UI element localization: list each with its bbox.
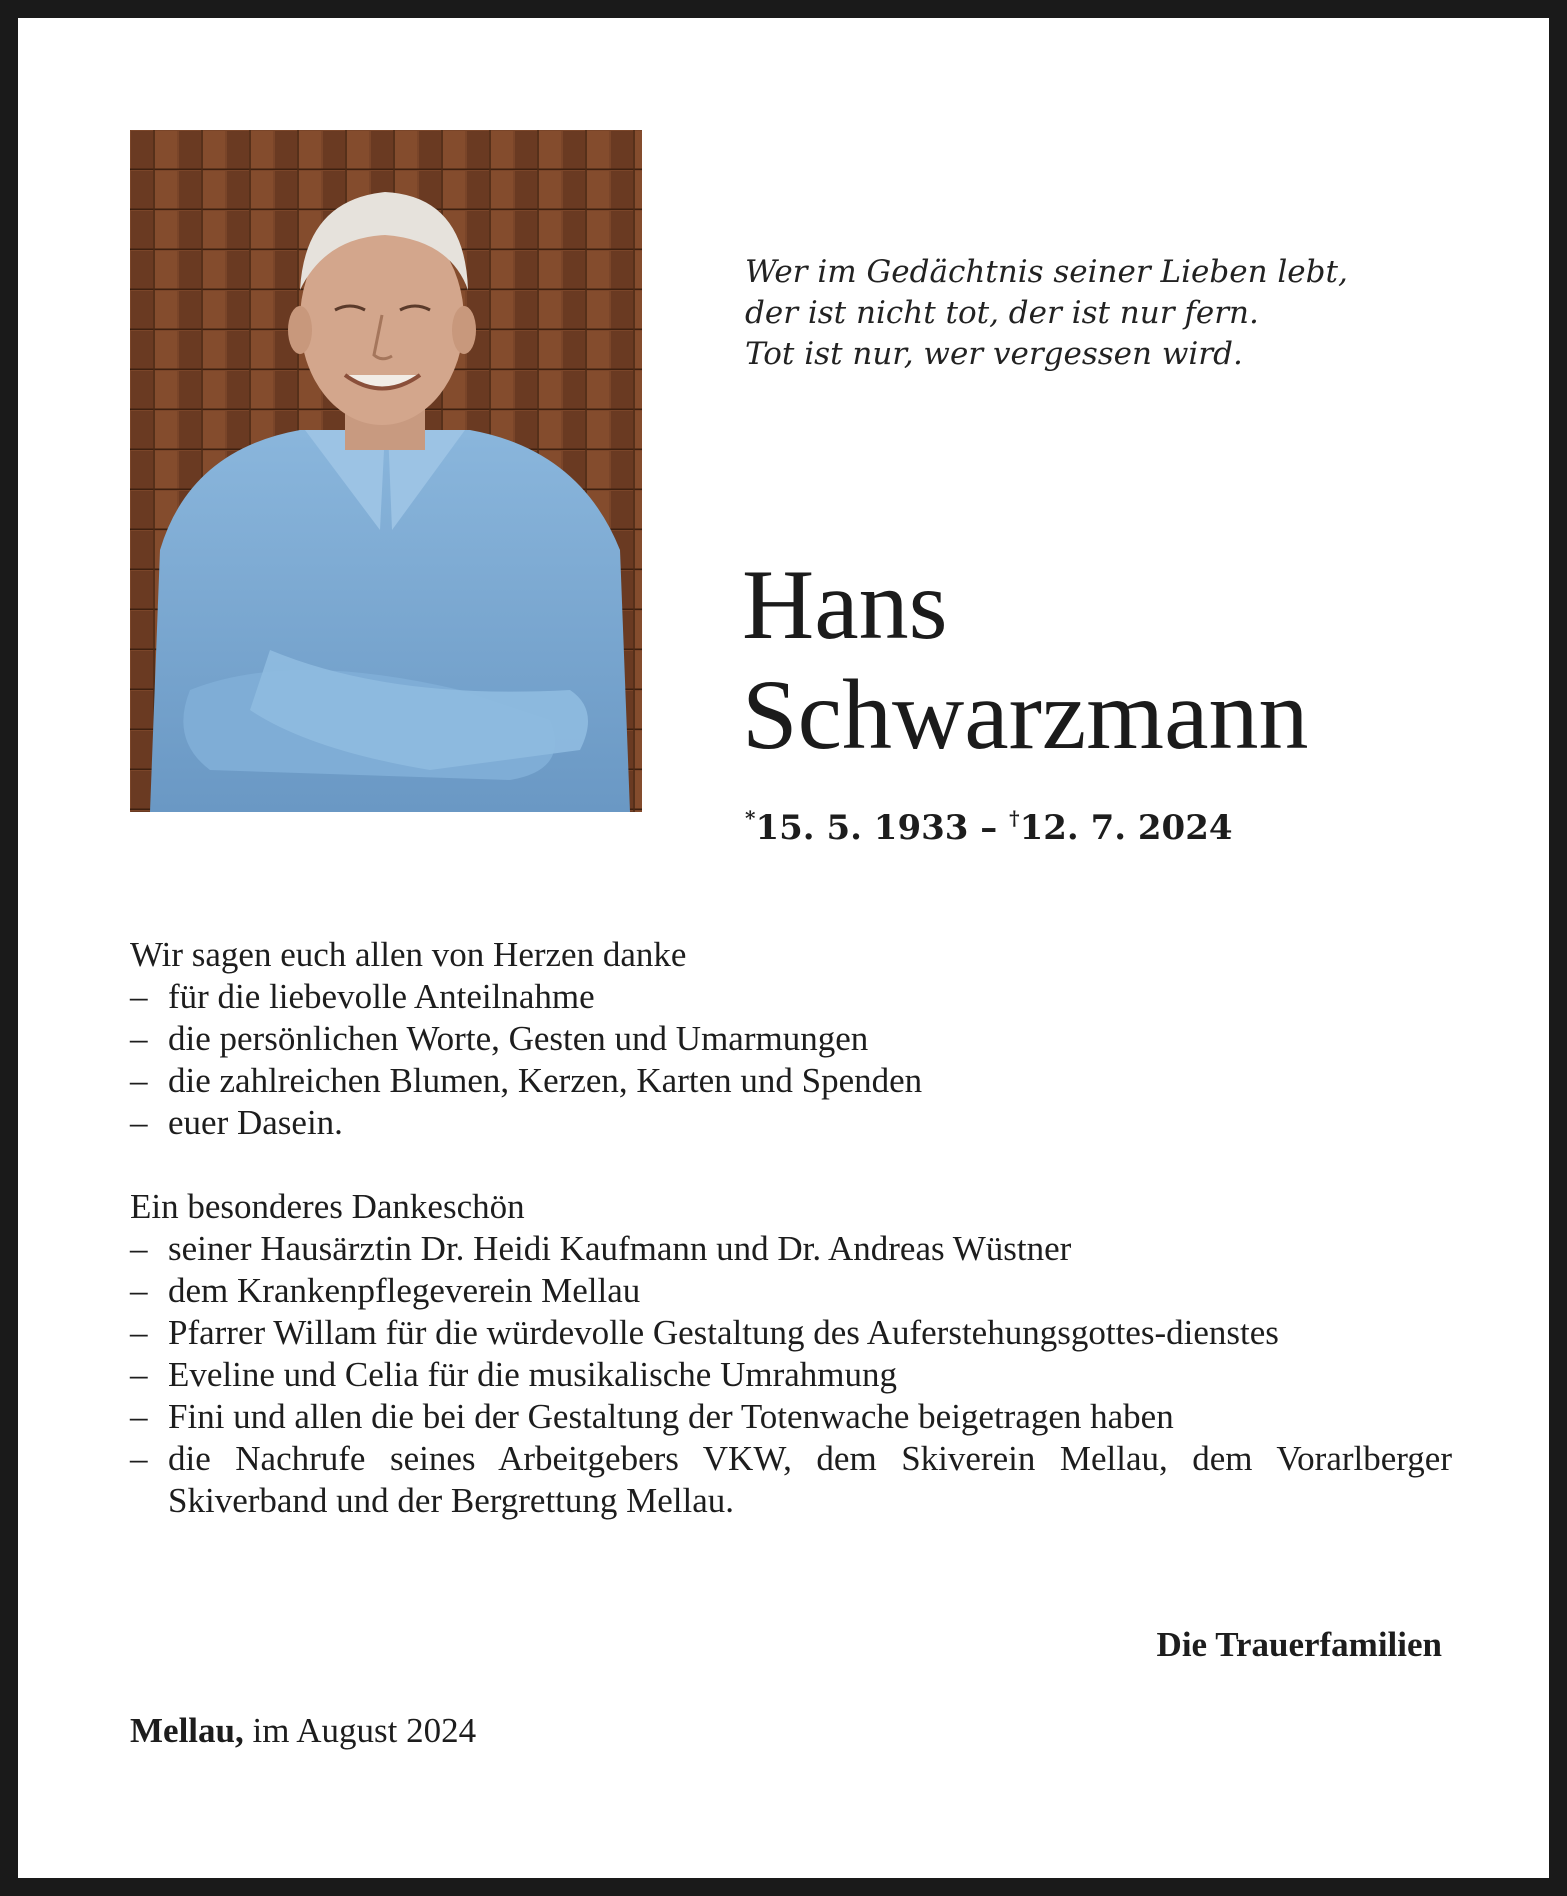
quote-line: der ist nicht tot, der ist nur fern. xyxy=(745,295,1259,331)
thanks-section xyxy=(130,934,1452,1564)
first-name: Hans xyxy=(742,549,948,660)
place-name: Mellau, xyxy=(130,1711,244,1750)
list-item: – Eveline und Celia für die musikalische Umrahmung xyxy=(130,1354,1452,1396)
thanks-list xyxy=(130,976,1452,1144)
quote-line: Tot ist nur, wer vergessen wird. xyxy=(745,336,1243,372)
list-item: – seiner Hausärztin Dr. Heidi Kaufmann und Dr. Andreas Wüstner xyxy=(130,1228,1452,1270)
birth-symbol: * xyxy=(745,806,756,830)
list-item: – die Nachrufe seines Arbeitgebers VKW, dem Skiverein Mellau, dem Vorarlberger Skiverband und der Bergrettung Mellau. xyxy=(130,1438,1452,1522)
death-date: 12. 7. 2024 xyxy=(1019,808,1233,848)
portrait-photo xyxy=(130,130,642,812)
death-symbol: † xyxy=(1009,806,1020,830)
quote-line: Wer im Gedächtnis seiner Lieben lebt, xyxy=(745,254,1348,290)
last-name: Schwarzmann xyxy=(742,659,1309,770)
list-item: – für die liebevolle Anteilnahme xyxy=(130,976,1452,1018)
list-item: – Fini und allen die bei der Gestaltung der Totenwache beigetragen haben xyxy=(130,1396,1452,1438)
date-text: im August 2024 xyxy=(243,1711,477,1750)
life-dates xyxy=(745,798,1233,848)
list-item: – dem Krankenpflegeverein Mellau xyxy=(130,1270,1452,1312)
list-item: – euer Dasein. xyxy=(130,1102,1452,1144)
thanks-intro: Wir sagen euch allen von Herzen danke xyxy=(130,935,687,974)
signature: Die Trauerfamilien xyxy=(1156,1625,1442,1664)
date-separator: – xyxy=(968,808,1010,848)
special-thanks-list xyxy=(130,1228,1452,1522)
memorial-quote xyxy=(745,252,1445,375)
list-item: – die zahlreichen Blumen, Kerzen, Karten und Spenden xyxy=(130,1060,1452,1102)
birth-date: 15. 5. 1933 xyxy=(755,808,969,848)
obituary-page xyxy=(18,18,1549,1878)
list-item: – Pfarrer Willam für die würdevolle Gestaltung des Auferstehungsgottes-dienstes xyxy=(130,1312,1452,1354)
list-item: – die persönlichen Worte, Gesten und Umarmungen xyxy=(130,1018,1452,1060)
place-date xyxy=(130,1710,476,1752)
deceased-name xyxy=(742,550,1542,770)
special-thanks-intro: Ein besonderes Dankeschön xyxy=(130,1187,525,1226)
portrait-illustration xyxy=(130,130,642,812)
